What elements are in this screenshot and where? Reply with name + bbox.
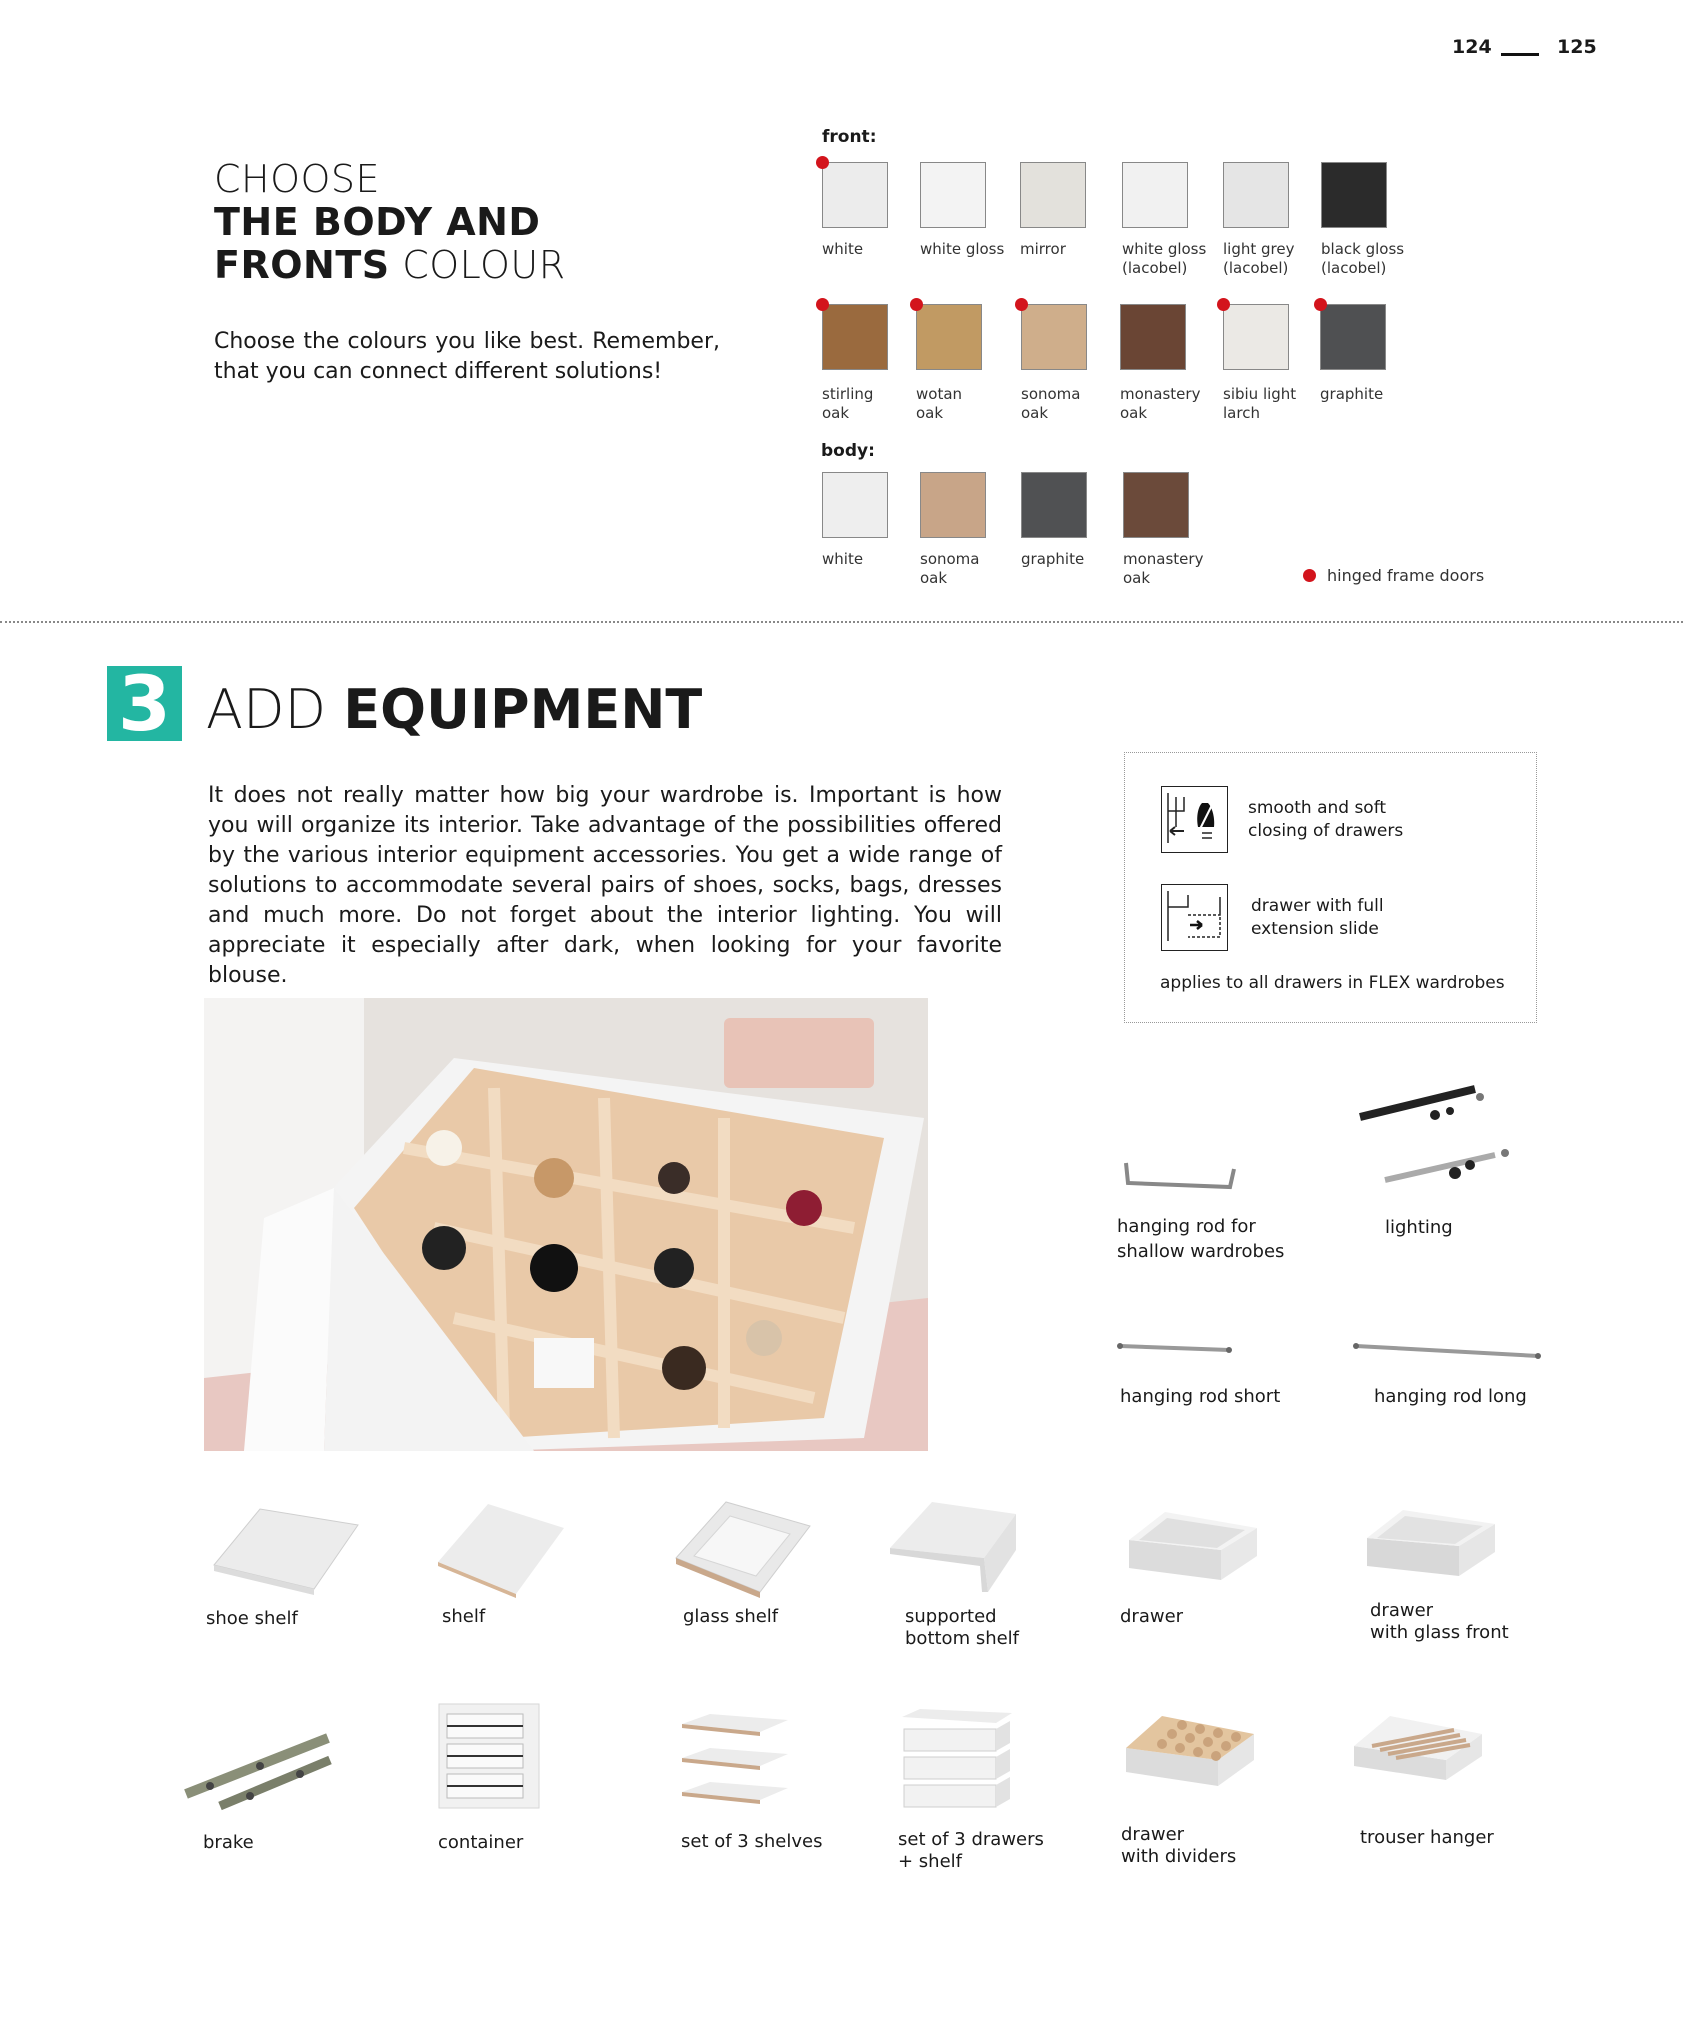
colour-swatch xyxy=(1223,162,1289,228)
colour-swatch xyxy=(822,472,888,538)
label-drawer-glass-front: drawer with glass front xyxy=(1370,1600,1509,1643)
page-number-right: 125 xyxy=(1557,36,1597,58)
glass-shelf-image xyxy=(672,1500,812,1598)
colour-swatch-label: white xyxy=(822,240,864,258)
trouser-hanger-image xyxy=(1350,1710,1485,1792)
page-number-divider xyxy=(1501,53,1539,56)
label-hanging-rod-short: hanging rod short xyxy=(1120,1386,1281,1407)
colour-swatch-label: stirling oak xyxy=(822,385,874,422)
colour-swatch xyxy=(1321,162,1387,228)
hanging-rod-short-image xyxy=(1115,1338,1235,1358)
lighting-image xyxy=(1355,1075,1515,1190)
hinged-frame-door-dot xyxy=(1217,298,1230,311)
label-hanging-rod-shallow: hanging rod for shallow wardrobes xyxy=(1117,1216,1285,1262)
body-label: body: xyxy=(821,441,875,461)
colour-swatch xyxy=(1020,162,1086,228)
legend-text: hinged frame doors xyxy=(1327,566,1485,585)
supported-bottom-shelf-image xyxy=(888,1500,1018,1592)
label-shelf: shelf xyxy=(442,1606,486,1627)
drawer-organizer-photo xyxy=(204,998,928,1451)
colour-swatch-label: graphite xyxy=(1021,550,1085,568)
colour-swatch xyxy=(1122,162,1188,228)
shoe-shelf-image xyxy=(210,1505,360,1595)
colour-swatch xyxy=(920,162,986,228)
hinged-frame-door-dot xyxy=(816,298,829,311)
full-extension-icon xyxy=(1161,884,1228,951)
label-lighting: lighting xyxy=(1385,1217,1453,1238)
label-shoe-shelf: shoe shelf xyxy=(206,1608,298,1629)
set-of-3-shelves-image xyxy=(680,1712,790,1806)
colour-swatch xyxy=(1223,304,1289,370)
step-number-badge: 3 xyxy=(107,666,182,741)
colour-section-title xyxy=(214,158,566,287)
colour-swatch xyxy=(920,472,986,538)
colour-swatch-label: white xyxy=(822,550,864,568)
shallow-hanging-rod-image xyxy=(1120,1155,1240,1195)
colour-swatch-label: white gloss (lacobel) xyxy=(1122,240,1207,277)
hanging-rod-long-image xyxy=(1352,1338,1542,1362)
section-divider xyxy=(0,621,1683,623)
colour-swatch xyxy=(1123,472,1189,538)
colour-swatch xyxy=(822,162,888,228)
label-set-of-3-drawers-shelf: set of 3 drawers + shelf xyxy=(898,1829,1044,1872)
soft-close-text: smooth and soft closing of drawers xyxy=(1248,798,1404,841)
label-set-of-3-shelves: set of 3 shelves xyxy=(681,1831,823,1852)
colour-swatch xyxy=(822,304,888,370)
colour-swatch-label: graphite xyxy=(1320,385,1384,403)
full-extension-text: drawer with full extension slide xyxy=(1251,896,1384,939)
hinged-frame-door-dot xyxy=(816,156,829,169)
brake-image xyxy=(180,1730,335,1812)
colour-swatch-label: wotan oak xyxy=(916,385,963,422)
title-line-1: CHOOSE xyxy=(214,157,381,201)
label-brake: brake xyxy=(203,1832,254,1853)
colour-swatch-label: monastery oak xyxy=(1123,550,1204,587)
shelf-image xyxy=(436,1502,566,1598)
colour-swatch xyxy=(1320,304,1386,370)
drawer-image xyxy=(1125,1504,1260,1582)
front-label: front: xyxy=(822,127,877,147)
colour-swatch-label: light grey (lacobel) xyxy=(1223,240,1295,277)
colour-swatch-label: sibiu light larch xyxy=(1223,385,1297,422)
drawer-glass-front-image xyxy=(1363,1502,1498,1578)
label-hanging-rod-long: hanging rod long xyxy=(1374,1386,1527,1407)
equipment-body: It does not really matter how big your wardrobe is. Important is how you will organize its interior. Take advantage of the possibilities offered by the various interior equipment accessories. You get a wide range of solutions to accommodate several pairs of shoes, socks, bags, dresses and much more. Do not forget about the interior lighting. You will appreciate it especially after dark, when looking for your favorite blouse. xyxy=(208,783,1002,988)
colour-swatch xyxy=(1021,472,1087,538)
soft-close-icon xyxy=(1161,786,1228,853)
colour-swatch xyxy=(1021,304,1087,370)
label-container: container xyxy=(438,1832,524,1853)
colour-swatch xyxy=(916,304,982,370)
title-line-3-light: COLOUR xyxy=(389,243,566,287)
set-of-3-drawers-shelf-image xyxy=(900,1707,1015,1809)
title-line-2: THE BODY AND xyxy=(214,200,541,244)
title-line-3-bold: FRONTS xyxy=(214,243,390,287)
equipment-title: ADD EQUIPMENT xyxy=(206,678,703,741)
colour-swatch-label: sonoma oak xyxy=(1021,385,1081,422)
colour-swatch-label: mirror xyxy=(1020,240,1066,258)
container-image xyxy=(435,1700,545,1810)
colour-swatch-label: monastery oak xyxy=(1120,385,1201,422)
hinged-frame-door-dot xyxy=(1314,298,1327,311)
colour-swatch-label: sonoma oak xyxy=(920,550,980,587)
colour-swatch xyxy=(1120,304,1186,370)
colour-swatch-label: black gloss (lacobel) xyxy=(1321,240,1405,277)
label-supported-bottom-shelf: supported bottom shelf xyxy=(905,1606,1020,1649)
label-drawer: drawer xyxy=(1120,1606,1184,1627)
label-trouser-hanger: trouser hanger xyxy=(1360,1827,1494,1848)
colour-intro: Choose the colours you like best. Remember, that you can connect different solutions! xyxy=(214,329,720,384)
label-drawer-with-dividers: drawer with dividers xyxy=(1121,1824,1237,1867)
legend-dot xyxy=(1303,569,1316,582)
hinged-frame-door-dot xyxy=(910,298,923,311)
page-number-left: 124 xyxy=(1452,36,1492,58)
drawer-info-note: applies to all drawers in FLEX wardrobes xyxy=(1160,973,1505,993)
label-glass-shelf: glass shelf xyxy=(683,1606,779,1627)
colour-swatch-label: white gloss xyxy=(920,240,1005,258)
drawer-with-dividers-image xyxy=(1122,1710,1257,1796)
hinged-frame-door-dot xyxy=(1015,298,1028,311)
